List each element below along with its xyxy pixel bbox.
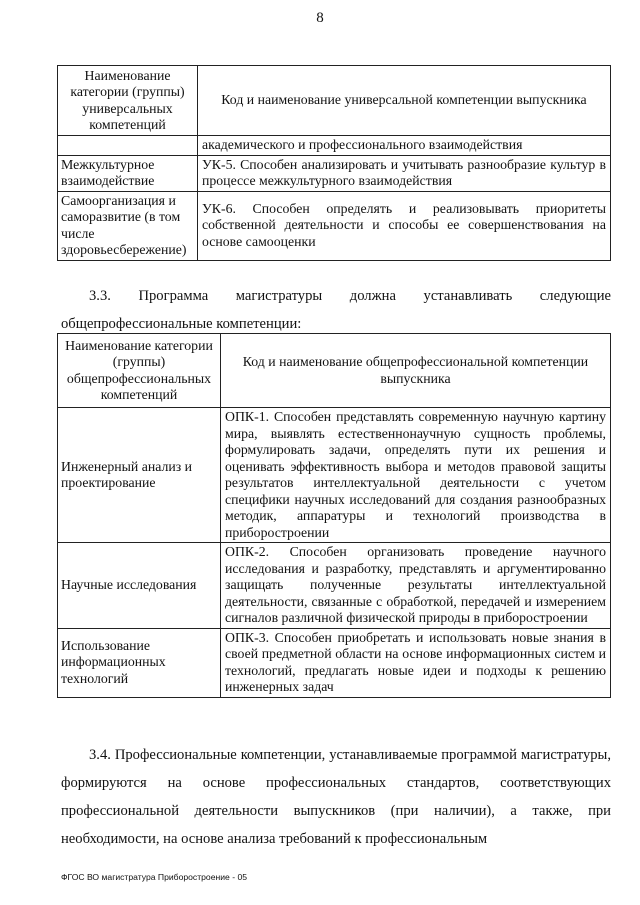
table-row (58, 155, 611, 191)
description-cell: ОПК-1. Способен представлять современную научную картину мира, выявлять естественнонаучную сущность проблемы, формулировать задачи, определять пути их решения и оценивать эффективность выбора и методов правовой защиты результатов интеллектуальной деятельности с учетом специфики научных исследований для создания разнообразных методик, аппаратуры и технологий производства в приборостроении (221, 408, 611, 543)
header-category-cell: Наименование категории (группы) универсальных компетенций (58, 66, 198, 136)
description-cell: УК-5. Способен анализировать и учитывать разнообразие культур в процессе межкультурного взаимодействия (198, 155, 611, 191)
header-category-cell: Наименование категории (группы) общепрофессиональных компетенций (58, 334, 221, 408)
description-cell: УК-6. Способен определять и реализовывать приоритеты собственной деятельности и способы ее совершенствования на основе самооценки (198, 191, 611, 260)
description-cell: ОПК-3. Способен приобретать и использовать новые знания в своей предметной области на основе информационных систем и технологий, предлагать новые идеи и подходы к решению инженерных задач (221, 628, 611, 697)
paragraph-3-3: 3.3. Программа магистратуры должна устанавливать следующие общепрофессиональные компетенции: (61, 288, 611, 332)
page-number: 8 (316, 10, 324, 26)
table-header-row (58, 334, 611, 408)
header-competence-cell: Код и наименование универсальной компетенции выпускника (198, 66, 611, 136)
table-row (58, 408, 611, 543)
table-row (58, 628, 611, 697)
universal-competencies-table (57, 65, 611, 261)
category-cell: Межкультурное взаимодействие (58, 155, 198, 191)
description-cell: академического и профессионального взаимодействия (198, 136, 611, 156)
table-row (58, 136, 611, 156)
footer: ФГОС ВО магистратура Приборостроение - 05 (61, 872, 248, 882)
category-cell: Самоорганизация и саморазвитие (в том числе здоровьесбережение) (58, 191, 198, 260)
category-cell (58, 136, 198, 156)
table-row (58, 543, 611, 629)
paragraph-3-4: 3.4. Профессиональные компетенции, устанавливаемые программой магистратуры, формируются на основе профессиональных стандартов, соответствующих профессиональной деятельности выпускников (при наличии), а также, при необходимости, на основе анализа требований к профессиональным (61, 747, 611, 847)
table-header-row (58, 66, 611, 136)
description-cell: ОПК-2. Способен организовать проведение научного исследования и разработку, представлять и аргументированно защищать полученные результаты интеллектуальной деятельности, связанные с обработкой, передачей и измерением сигналов различной физической природы в приборостроении (221, 543, 611, 629)
table-row (58, 191, 611, 260)
category-cell: Использование информационных технологий (58, 628, 221, 697)
category-cell: Инженерный анализ и проектирование (58, 408, 221, 543)
general-professional-competencies-table (57, 333, 611, 698)
category-cell: Научные исследования (58, 543, 221, 629)
header-competence-cell: Код и наименование общепрофессиональной компетенции выпускника (221, 334, 611, 408)
